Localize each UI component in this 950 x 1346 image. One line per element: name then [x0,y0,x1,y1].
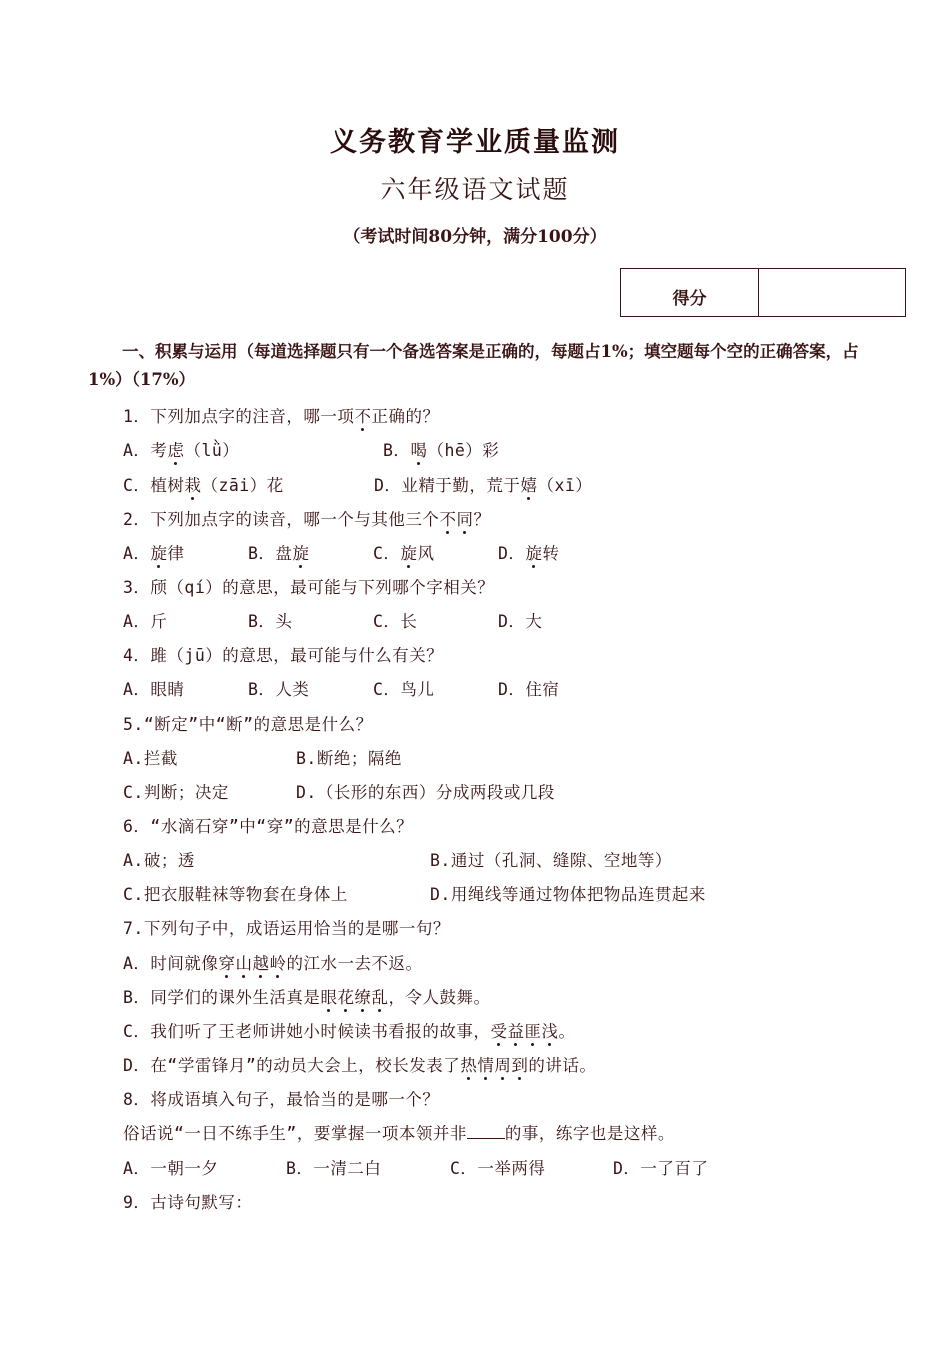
exam-subtitle: 六年级语文试题 [380,175,570,204]
q5-option-c: C.判断；决定 [123,783,229,802]
q2-stem-b: ？ [473,510,491,529]
q2-c-dot: 旋 [400,544,418,563]
q7c-post: 。 [558,1022,576,1041]
q6-option-a: A.破；透 [123,851,195,870]
q7-option-c [123,1018,575,1042]
q1-c-pre: C．植树 [123,476,185,495]
question-2 [123,506,490,530]
q2-dot-2: 同 [456,510,474,529]
question-9: 9．古诗句默写： [123,1193,253,1212]
q3-option-b: B．头 [248,612,293,631]
q2-option-a [123,540,184,564]
q1-b-post: （hē）彩 [427,441,500,460]
question-5: 5.“断定”中“断”的意思是什么？ [123,715,373,734]
q7a-dot: 越 [252,954,270,973]
q1-c-post: （zāi）花 [201,476,284,495]
q1-b-dot: 喝 [410,441,428,460]
q5-option-b: B.断绝；隔绝 [296,749,402,768]
q5-option-d: D.（长形的东西）分成两段或几段 [296,783,555,802]
q4-option-a: A．眼睛 [123,680,185,699]
exam-note: （考试时间80分钟，满分100分） [343,227,607,247]
q7-option-b [123,984,490,1008]
q7b-dot: 乱 [371,988,389,1007]
q7c-dot: 益 [507,1022,525,1041]
question-7: 7.下列句子中，成语运用恰当的是哪一句？ [123,919,450,938]
q7c-pre: C．我们听了王老师讲她小时候读书看报的故事， [123,1022,491,1041]
q2-c-pre: C． [373,544,401,563]
q1-option-a [123,437,239,461]
score-box [620,268,906,317]
q2-a-pre: A． [123,544,151,563]
q4-option-b: B．人类 [248,680,310,699]
answer-blank[interactable] [467,1124,505,1139]
exam-title: 义务教育学业质量监测 [330,127,620,158]
q1-d-dot: 嬉 [520,476,538,495]
q7b-post: ，令人鼓舞。 [388,988,491,1007]
q2-option-d [498,540,559,564]
question-8: 8．将成语填入句子，最恰当的是哪一个？ [123,1090,440,1109]
q7c-dot: 匪 [524,1022,542,1041]
q7d-dot: 周 [494,1056,512,1075]
question-6: 6．“水滴石穿”中“穿”的意思是什么？ [123,817,414,836]
q8-sentence [123,1120,675,1144]
q5-option-a: A.拦截 [123,749,178,768]
q1-a-pre: A．考 [123,441,168,460]
q7d-pre: D．在“学雷锋月”的动员大会上，校长发表了 [123,1056,461,1075]
q2-b-dot: 旋 [292,544,310,563]
q7a-dot: 山 [235,954,253,973]
q7-option-d [123,1052,596,1076]
q7b-dot: 缭 [354,988,372,1007]
q2-dot-1: 不 [439,510,457,529]
q4-option-c: C．鸟儿 [373,680,435,699]
q8-option-c: C．一举两得 [450,1159,546,1178]
score-value [759,269,905,316]
q1-stem-b: 正确的？ [371,407,440,426]
q1-b-pre: B． [383,441,411,460]
q8-option-a: A．一朝一夕 [123,1159,219,1178]
q7c-dot: 浅 [541,1022,559,1041]
question-3: 3．颀（qí）的意思，最可能与下列哪个字相关？ [123,578,495,597]
q7a-post: 的江水一去不返。 [286,954,423,973]
question-1 [123,403,439,427]
q7d-dot: 热 [460,1056,478,1075]
question-4: 4．雎（jū）的意思，最可能与什么有关？ [123,646,444,665]
q1-c-dot: 栽 [184,476,202,495]
q8-option-d: D．一了百了 [613,1159,709,1178]
q4-option-d: D．住宿 [498,680,560,699]
q7a-pre: A．时间就像 [123,954,219,973]
q7b-dot: 眼 [320,988,338,1007]
q1-option-b [383,437,499,461]
score-label: 得分 [621,269,759,316]
q2-option-c [373,540,434,564]
q7d-dot: 到 [511,1056,529,1075]
q1-option-c [123,472,284,496]
q2-d-post: 转 [542,544,560,563]
q7-option-a [123,950,422,974]
q1-a-dot: 虑 [167,441,185,460]
q2-d-pre: D． [498,544,526,563]
q2-a-post: 律 [167,544,185,563]
q1-a-post: （lǜ） [184,441,240,460]
q3-option-c: C．长 [373,612,418,631]
q2-stem-a: 2．下列加点字的读音，哪一个与其他三个 [123,510,440,529]
q1-option-d [374,472,592,496]
q6-option-b: B.通过（孔洞、缝隙、空地等） [430,851,672,870]
q2-c-post: 风 [417,544,435,563]
q1-dot-char: 不 [354,407,372,426]
q3-option-a: A．斤 [123,612,168,631]
q7b-pre: B．同学们的课外生活真是 [123,988,321,1007]
q1-stem-a: 1．下列加点字的注音，哪一项 [123,407,355,426]
q2-option-b [248,540,309,564]
q7b-dot: 花 [337,988,355,1007]
q7d-post: 的讲话。 [528,1056,597,1075]
q6-option-c: C.把衣服鞋袜等物套在身体上 [123,885,348,904]
q1-d-pre: D．业精于勤，荒于 [374,476,521,495]
q2-d-dot: 旋 [525,544,543,563]
q7a-dot: 穿 [218,954,236,973]
q7d-dot: 情 [477,1056,495,1075]
q6-option-d: D.用绳线等通过物体把物品连贯起来 [430,885,706,904]
q7a-dot: 岭 [269,954,287,973]
q3-option-d: D．大 [498,612,543,631]
q8-sentence-pre: 俗话说“一日不练手生”，要掌握一项本领并非 [123,1124,467,1143]
q1-d-post: （xī） [537,476,593,495]
q2-b-pre: B．盘 [248,544,293,563]
section-heading: 一、积累与运用（每道选择题只有一个备选答案是正确的，每题占1%；填空题每个空的正确答案，占1%）（17%） [88,342,859,389]
q7c-dot: 受 [490,1022,508,1041]
q8-option-b: B．一清二白 [286,1159,382,1178]
q2-a-dot: 旋 [150,544,168,563]
q8-sentence-post: 的事，练字也是这样。 [504,1124,675,1143]
